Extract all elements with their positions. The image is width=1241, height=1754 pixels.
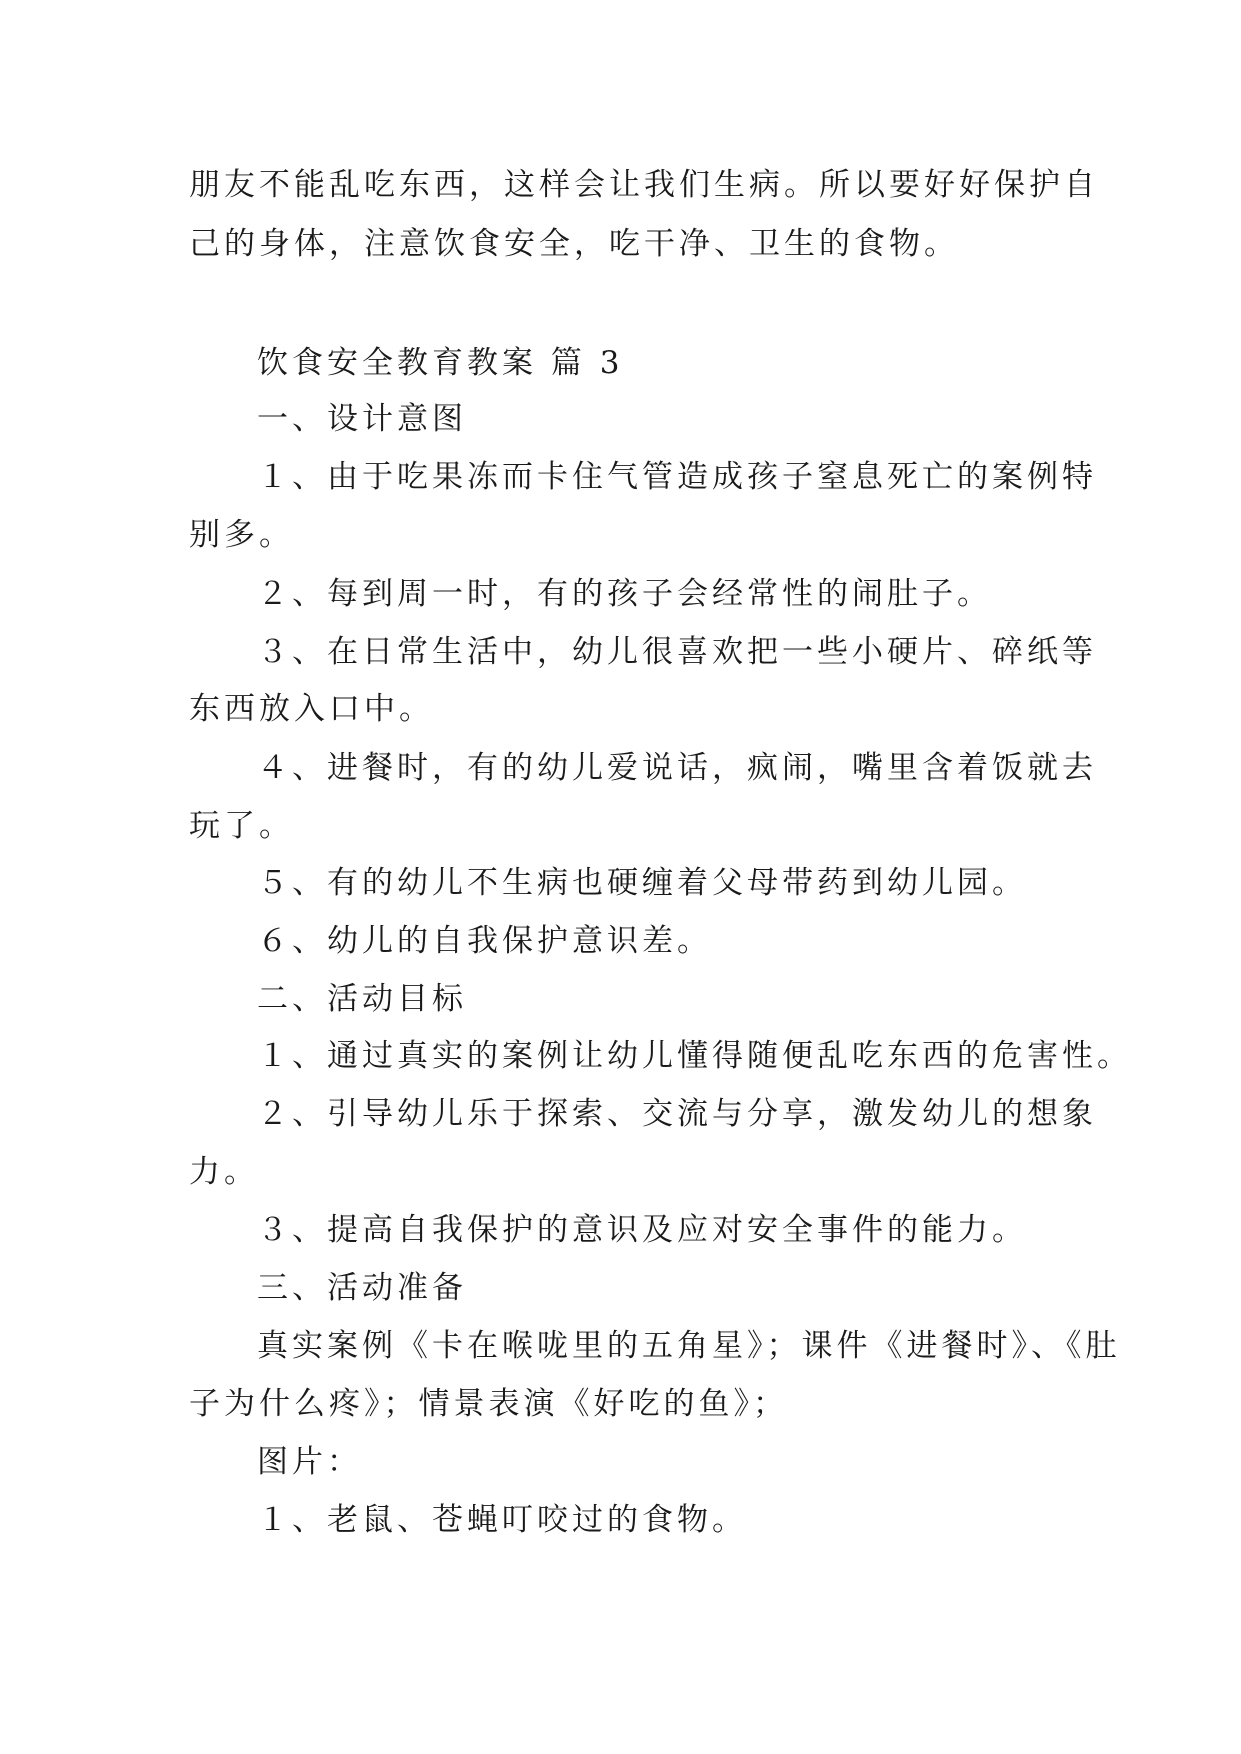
paragraph-line: １、老鼠、苍蝇叮咬过的食物。 [257,1502,747,1538]
paragraph-line: 朋友不能乱吃东西，这样会让我们生病。所以要好好保护自 [189,167,1099,203]
paragraph-line: 玩了。 [189,808,294,844]
paragraph-line: 力。 [189,1154,259,1190]
paragraph-line: １、由于吃果冻而卡住气管造成孩子窒息死亡的案例特 [257,459,1097,495]
heading-design-intent: 一、设计意图 [257,401,467,437]
paragraph-line: 图片： [257,1444,362,1480]
paragraph-line: 别多。 [189,517,294,553]
paragraph-line: ２、每到周一时，有的孩子会经常性的闹肚子。 [257,576,992,612]
heading-activity-prep: 三、活动准备 [257,1270,467,1306]
paragraph-line: ２、引导幼儿乐于探索、交流与分享，激发幼儿的想象 [257,1096,1097,1132]
paragraph-line: 真实案例《卡在喉咙里的五角星》；课件《进餐时》、《肚 [257,1328,1121,1364]
paragraph-line: ６、幼儿的自我保护意识差。 [257,923,712,959]
section-title: 饮食安全教育教案 篇 3 [257,345,624,381]
paragraph-line: 子为什么疼》；情景表演《好吃的鱼》； [189,1386,788,1422]
paragraph-line: ３、在日常生活中，幼儿很喜欢把一些小硬片、碎纸等 [257,634,1097,670]
paragraph-line: 东西放入口中。 [189,691,434,727]
paragraph-line: ３、提高自我保护的意识及应对安全事件的能力。 [257,1212,1027,1248]
paragraph-line: ５、有的幼儿不生病也硬缠着父母带药到幼儿园。 [257,865,1027,901]
paragraph-line: 己的身体，注意饮食安全，吃干净、卫生的食物。 [189,226,959,262]
paragraph-line: １、通过真实的案例让幼儿懂得随便乱吃东西的危害性。 [257,1038,1132,1074]
paragraph-line: ４、进餐时，有的幼儿爱说话，疯闹，嘴里含着饭就去 [257,750,1097,786]
heading-activity-goals: 二、活动目标 [257,981,467,1017]
